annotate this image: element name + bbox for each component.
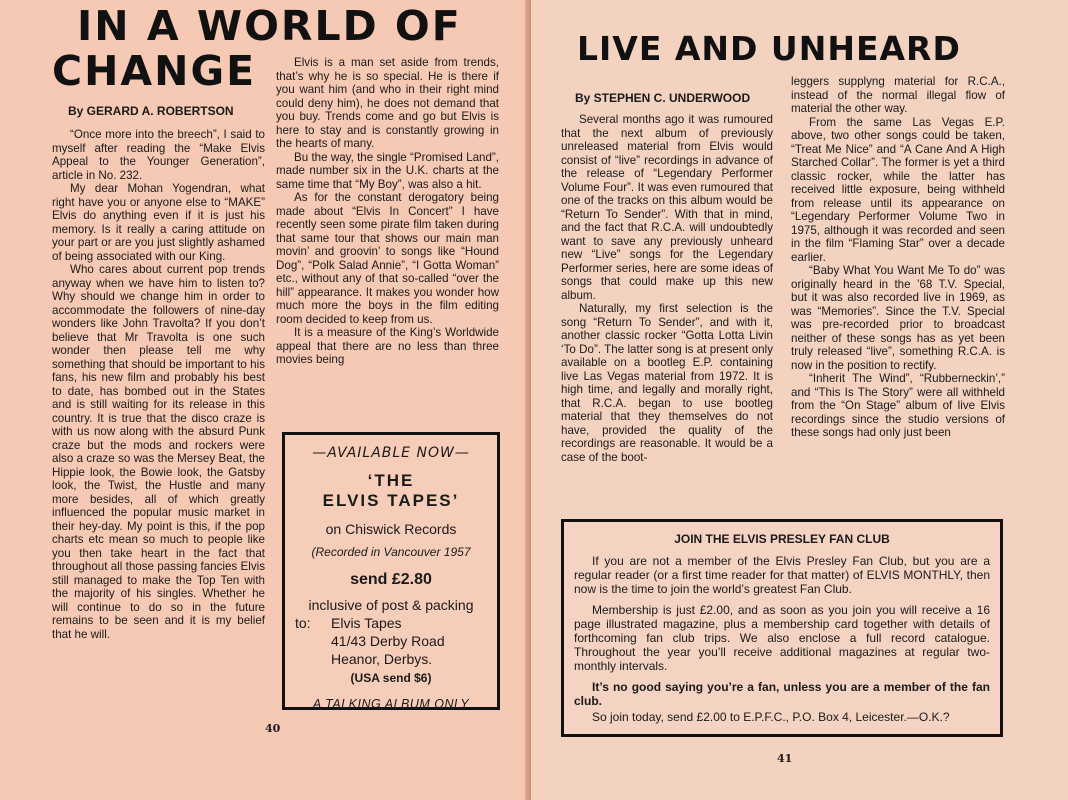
left-headline-line-1: IN A WORLD OF [77,2,462,50]
paragraph: From the same Las Vegas E.P. above, two other songs could be taken, “Treat Me Nice” and “A Cane And A High Starched Collar”. The former is yet a third classic rocker, while the latter has received little exposure, being withheld from release until its appearance on “Legendary Performer Volume Two in 1975, although it was recorded and seen in the film “Flaming Star” over a decade earlier. [791,115,1005,264]
paragraph: Who cares about current pop trends anyway when we have him to listen to? Why should we change him in order to accommodate the followers of nine-day wonders like John Travolta? If you don’t believe that Mr Travolta is one such wonder then please tell me why something that should be important to his fans, his new film and probably his best to date, has bombed out in the States and is still waiting for its release in this country. It is true that the disco craze is with us now along with the absurd Punk craze but the mods and rockers were also a craze so was the Mersey Beat, the Hippie look, the Bowie look, the Gatsby look, the Twist, the Hustle and many more besides, all of which greatly influenced the popular music market in their hey-day. My point is this, if the pop charts etc mean so much to people like you then take heart in the fact that throughout all those passing fancies Elvis still managed to make the Top Ten with the majority of his singles. Whether he will continue to do so in the future remains to be seen and it is my belief that he will. [52,263,265,641]
paragraph: Several months ago it was rumoured that the next album of previously unreleased material from Elvis would consist of “live” recordings in advance of the release of “Legendary Performer Volume Four”. It was even rumoured that one of the tracks on this album would be “Return To Sender”. With that in mind, and the fact that R.C.A. will undoubtedly want to save any previously unheard new “Live” songs for the Legendary Performer series, here are some ideas of songs that could make up this new album. [561,113,773,302]
paragraph: Naturally, my first selection is the song “Return To Sender”, and with it, another classic rocker “Gotta Lotta Livin ‘To Do”. The latter song is at present only available on a bootleg E.P. containing live Las Vegas material from 1972. It is high time, and legally and morally right, that R.C.A. began to use bootleg material that they themselves do not have, provided the quality of the recordings are reasonable. It would be a case of the boot- [561,302,773,464]
paragraph: It is a measure of the King’s Worldwide appeal that there are no less than three movies being [276,326,499,366]
paragraph: It’s no good saying you’re a fan, unless you are a member of the fan club. [574,680,990,708]
fan-club-box [561,519,1003,737]
paragraph: As for the constant derogatory being made about “Elvis In Concert” I have recently seen some pirate film taken during that same tour that shows our main man movin’ and groovin’ to songs like “Hound Dog”, “Polk Salad Annie”, “I Gotta Woman” etc., without any of that so-called “over the hill” appearance. It makes you wonder how much more the boys in the film editing room decided to keep from us. [276,191,499,326]
paragraph: “Inherit The Wind”, “Rubberneckin’,” and “This Is The Story” were all withheld from the “On Stage” album of live Elvis recordings since the studio versions of these songs had only just been [791,372,1005,439]
paragraph: Bu the way, the single “Promised Land”, made number six in the U.K. charts at the same time that “My Boy”, was also a hit. [276,150,499,191]
ad-title-line-1: ‘THE [367,471,415,490]
paragraph: “Baby What You Want Me To do” was originally heard in the ’68 T.V. Special, but it was also recorded live in 1969, as was “Memories”. Since the T.V. Special was pre-recorded prior to broadcast neither of these songs has as yet been truly released “live”, something R.C.A. is now in the position to rectify. [791,264,1005,372]
ad-address-block [285,615,497,669]
left-headline-line-2: CHANGE [52,47,257,95]
ad-available-now: —AVAILABLE NOW— [312,445,470,461]
page-number-right: 41 [777,752,793,765]
paragraph: My dear Mohan Yogendran, what right have you or anyone else to “MAKE” Elvis do anything even if it is just his memory. Is it really a caring attitude on your part or are you just slightly ashamed of being associated with our King. [52,182,265,263]
left-page [0,0,531,800]
right-byline: By STEPHEN C. UNDERWOOD [575,91,751,105]
fan-club-title: JOIN THE ELVIS PRESLEY FAN CLUB [674,532,890,546]
ad-to-label: to: [295,615,311,631]
left-column-2 [276,56,499,367]
right-headline: LIVE AND UNHEARD [577,29,961,68]
right-page [531,0,1068,800]
right-column-1 [561,113,773,464]
page-number-left: 40 [265,722,281,735]
ad-usa-price: (USA send $6) [350,671,432,685]
left-byline: By GERARD A. ROBERTSON [68,104,234,118]
ad-address-line-1: Elvis Tapes [331,615,402,631]
paragraph: Elvis is a man set aside from trends, that’s why he is so special. He is there if you want him (and who in their right mind could deny him), he does not demand that you buy. Trends come and go but Elvis is here to stay and is constantly growing in the hearts of many. [276,56,499,150]
fan-club-body [574,554,990,724]
ad-address-line-2: 41/43 Derby Road [331,633,445,649]
ad-title-line-2: ELVIS TAPES’ [322,491,460,510]
ad-recorded-info: (Recorded in Vancouver 1957 [311,545,471,559]
elvis-tapes-advert [282,432,500,710]
left-column-1 [52,128,265,641]
paragraph: So join today, send £2.00 to E.P.F.C., P.O. Box 4, Leicester.—O.K.? [592,710,950,724]
ad-price: send £2.80 [350,571,432,588]
ad-postage: inclusive of post & packing [308,597,474,613]
paragraph: leggers supplyng material for R.C.A., instead of the normal illegal flow of material the other way. [791,75,1005,115]
ad-record-label: on Chiswick Records [325,521,457,537]
ad-address-line-3: Heanor, Derbys. [331,651,433,667]
paragraph: If you are not a member of the Elvis Presley Fan Club, but you are a regular reader (or a first time reader for that matter) of ELVIS MONTHLY, then now is the time to join the world’s greatest Fan Club. [574,554,990,596]
paragraph: “Once more into the breech”, I said to myself after reading the “Make Elvis Appeal to the Younger Generation”, article in No. 232. [52,128,265,182]
paragraph: Membership is just £2.00, and as soon as you join you will receive a 16 page illustrated magazine, plus a membership card together with details of forthcoming fan club trips. We also enclose a full record catalogue. Throughout the year you’ll receive additional magazines at regular two-monthly intervals. [574,603,990,673]
right-column-2 [791,75,1005,440]
ad-tagline: A TALKING ALBUM ONLY [312,697,470,711]
